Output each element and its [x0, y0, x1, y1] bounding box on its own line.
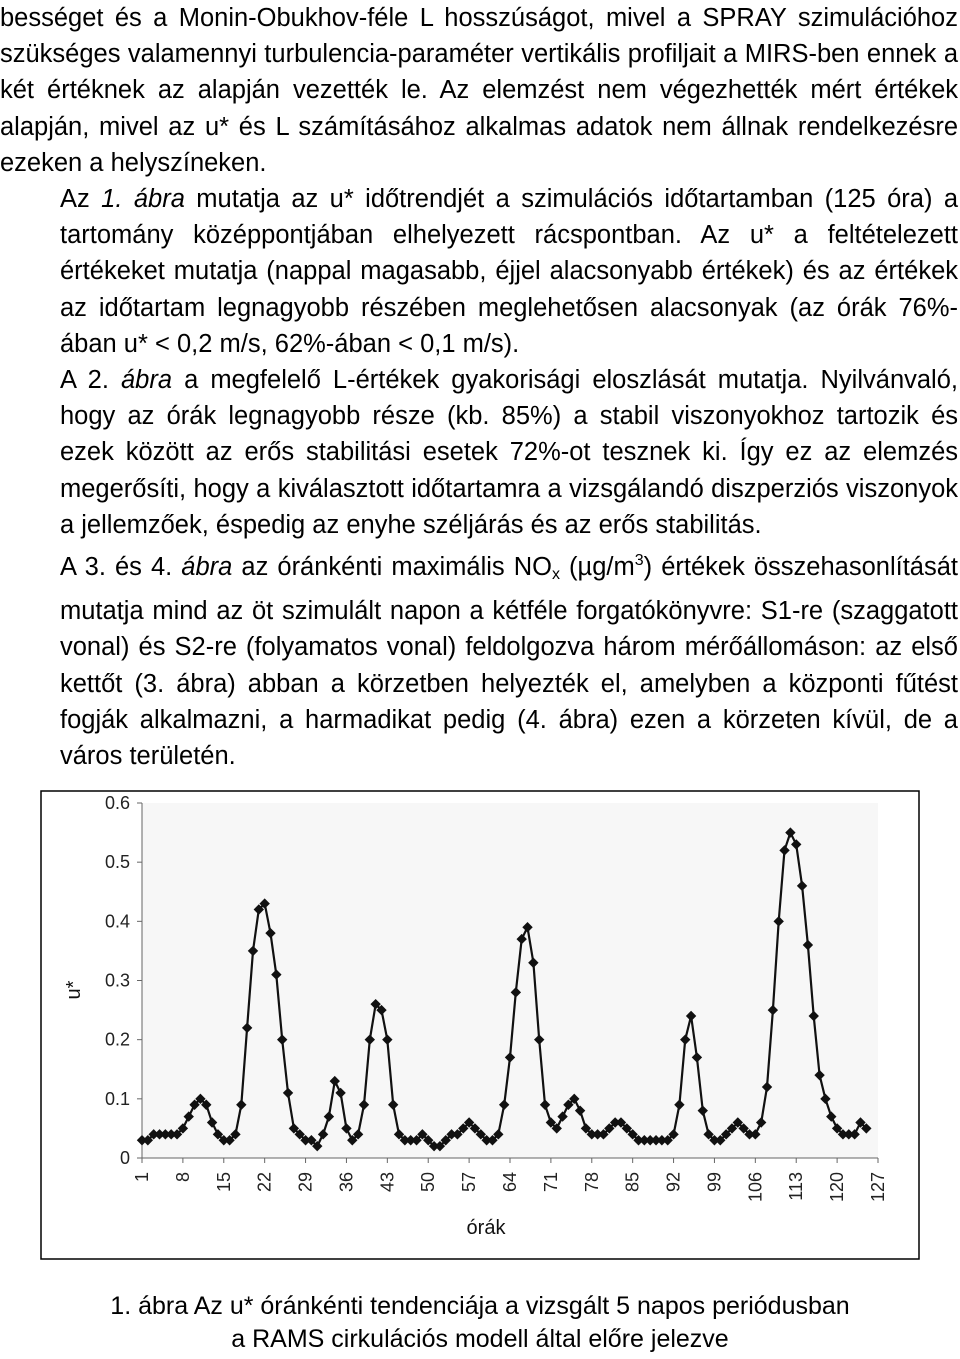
caption-line-2: a RAMS cirkulációs modell által előre jelezve	[231, 1325, 729, 1353]
unit-superscript: 3	[634, 552, 644, 570]
x-tick-label: 106	[745, 1172, 766, 1203]
figure-ref-3: ábra	[181, 553, 233, 582]
p2-post: mutatja az u* időtrendjét a szimulációs időtartamban (125 óra) a tartomány középpontjában elhelyezett rácspontban. Az u* a feltételezett értékeket mutatja (nappal magasabb, éjjel alacsonyabb értékek) és az értékek az időtartam legnagyobb részében meglehetősen alacsonyak (az órák 76%-ában u* < 0,2 m/s, 62%-ában < 0,1 m/s).	[60, 185, 959, 358]
p4-mid: az óránkénti maximális NO	[232, 553, 552, 582]
nox-subscript: x	[552, 566, 560, 584]
x-tick-label: 36	[336, 1172, 357, 1193]
x-tick-label: 78	[581, 1172, 602, 1193]
p4-pre: A 3. és 4.	[60, 553, 182, 582]
plot-area	[142, 803, 878, 1158]
x-tick-label: 1	[132, 1172, 152, 1183]
caption-line-1: 1. ábra Az u* óránkénti tendenciája a vizsgált 5 napos periódusban	[110, 1292, 850, 1320]
x-tick-label: 29	[295, 1172, 316, 1193]
y-axis-title: u*	[63, 980, 85, 1000]
y-tick-label: 0	[119, 1148, 130, 1168]
x-tick-label: 8	[172, 1172, 193, 1183]
p4-post: ) értékek összehasonlítását mutatja mind az öt szimulált napon a kétféle forgatókönyvre: S1-re (szaggatott vonal) és S2-re (folyamatos vonal) feldolgozva három mérőállomáson: az első kettőt (3. ábra) abban a körzetben helyezték el, amelyben a központi fűtést fogják alkalmazni, a harmadikat pedig (4. ábra) ezen a körzeten kívül, de a város területén.	[60, 553, 959, 771]
figure-caption	[0, 1290, 960, 1356]
x-tick-label: 92	[663, 1172, 684, 1193]
p4-mid2: (µg/m	[560, 553, 635, 582]
y-tick-label: 0.5	[104, 852, 130, 873]
x-tick-label: 99	[704, 1172, 725, 1193]
x-tick-label: 120	[827, 1172, 848, 1203]
p2-pre: Az	[60, 185, 102, 214]
paragraph-2	[0, 181, 958, 362]
y-tick-label: 0.3	[104, 970, 130, 991]
paragraph-4	[0, 543, 958, 774]
x-tick-label: 127	[868, 1172, 888, 1203]
x-tick-label: 15	[213, 1172, 234, 1193]
figure-ref-1: 1. ábra	[101, 185, 185, 214]
x-tick-label: 43	[377, 1172, 398, 1193]
y-tick-label: 0.2	[104, 1029, 130, 1050]
y-tick-label: 0.4	[104, 911, 130, 932]
paragraph-3	[0, 362, 958, 543]
x-axis-title: órák	[466, 1217, 506, 1239]
x-tick-label: 85	[622, 1172, 643, 1193]
ustar-time-series-chart	[40, 790, 920, 1260]
y-tick-label: 0.6	[104, 793, 130, 813]
x-tick-label: 64	[500, 1172, 520, 1193]
p3-pre: A 2.	[60, 366, 121, 395]
figure-ref-2: ábra	[120, 366, 173, 395]
x-tick-label: 50	[418, 1172, 439, 1193]
x-tick-label: 22	[254, 1172, 275, 1193]
paragraph-1: bességet és a Monin-Obukhov-féle L hosszúságot, mivel a SPRAY szimulációhoz szükséges valamennyi turbulencia-paraméter vertikális profiljait a MIRS-ben ennek a két értéknek az alapján vezették le. Az elemzést nem végezhették mért értékek alapján, mivel az u* és L számításához alkalmas adatok nem állnak rendelkezésre ezeken a helyszíneken.	[0, 4, 958, 177]
x-tick-label: 113	[786, 1172, 807, 1201]
p3-post: a megfelelő L-értékek gyakorisági eloszlását mutatja. Nyilvánvaló, hogy az órák legnagyobb része (kb. 85%) a stabil viszonyokhoz tartozik és ezek között az erős stabilitási esetek 72%-ot tesznek ki. Így ez az elemzés megerősíti, hogy a kiválasztott időtartamra a vizsgálandó diszperziós viszonyok a jellemzőek, éspedig az enyhe széljárás és az erős stabilitás.	[60, 366, 958, 539]
x-tick-label: 57	[459, 1172, 480, 1193]
x-tick-label: 71	[540, 1172, 561, 1193]
y-tick-label: 0.1	[104, 1088, 130, 1109]
